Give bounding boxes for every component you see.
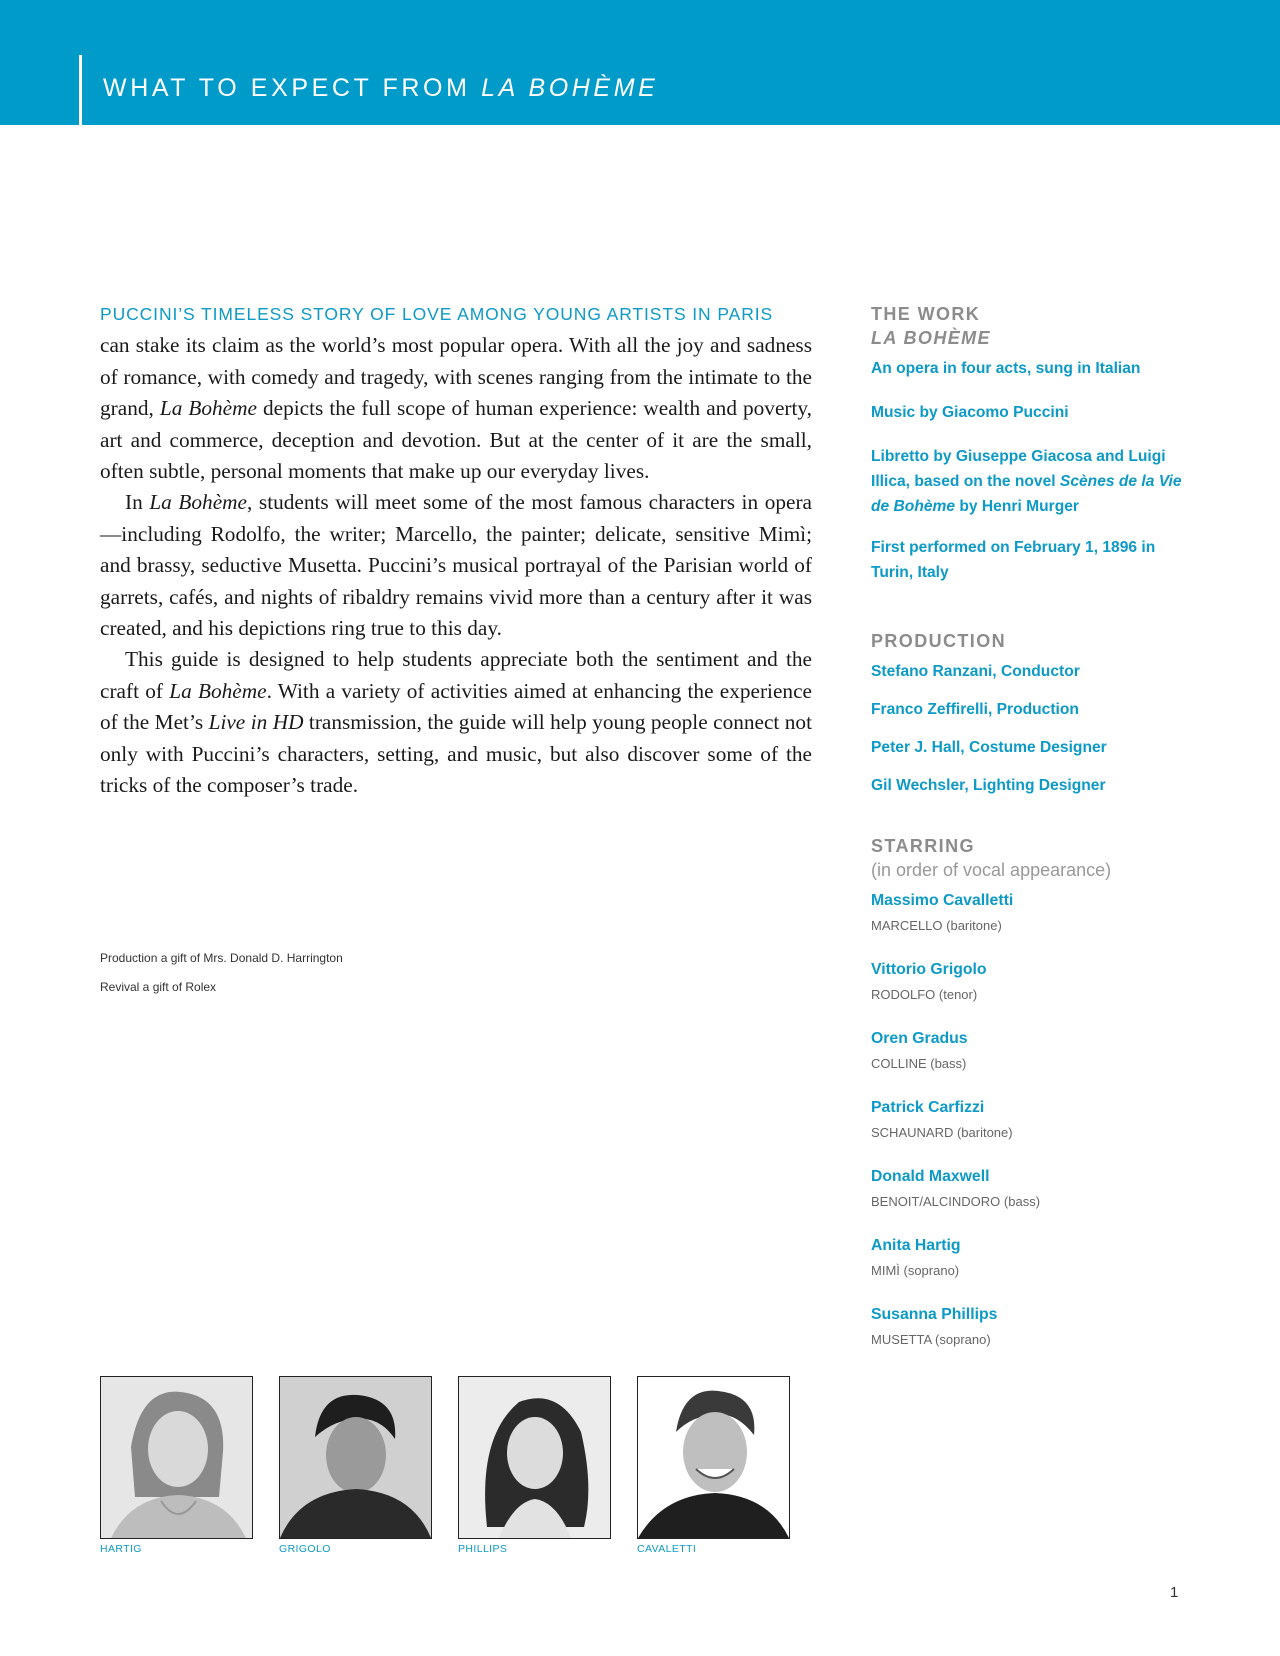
header-divider	[79, 55, 82, 125]
portrait-icon	[101, 1377, 252, 1538]
production-credit: Gil Wechsler, Lighting Designer	[871, 777, 1106, 794]
cast-member	[871, 1097, 1201, 1142]
cast-member	[871, 959, 1201, 1004]
portrait-icon	[280, 1377, 431, 1538]
page-number: 1	[1170, 1584, 1179, 1601]
production-gift-note: Production a gift of Mrs. Donald D. Harrington	[100, 951, 343, 965]
production-heading: PRODUCTION	[871, 631, 1006, 651]
cast-member	[871, 1166, 1201, 1211]
cast-role: SCHAUNARD (baritone)	[871, 1125, 1013, 1140]
portrait-image	[637, 1376, 790, 1539]
intro-paragraph-1: PUCCINI’S TIMELESS STORY OF LOVE AMONG YOUNG ARTISTS IN PARIS can stake its claim as the world’s most popular opera. With all the joy and sadness of romance, with comedy and tragedy, with scenes ranging from the intimate to the grand, La Bohème depicts the full scope of human experience: wealth and poverty, art and commerce, deception and devotion. But at the center of it are the small, often subtle, personal moments that make up our everyday lives.	[100, 299, 812, 487]
revival-gift-note: Revival a gift of Rolex	[100, 980, 217, 994]
header-bar	[0, 0, 1280, 125]
cast-photos	[100, 1376, 793, 1556]
page-title-work: LA BOHÈME	[481, 74, 659, 102]
cast-member	[871, 1235, 1201, 1280]
production-credit: Peter J. Hall, Costume Designer	[871, 739, 1107, 756]
intro-text	[100, 299, 812, 802]
photo-caption: HARTIG	[100, 1543, 142, 1555]
work-premiere: First performed on February 1, 1896 in Turin, Italy	[871, 539, 1156, 581]
portrait-icon	[638, 1377, 789, 1538]
starring-subheading: (in order of vocal appearance)	[871, 860, 1112, 880]
photo-hartig	[100, 1376, 253, 1555]
starring-heading: STARRING	[871, 836, 975, 856]
portrait-icon	[459, 1377, 610, 1538]
cast-name: Patrick Carfizzi	[871, 1099, 985, 1116]
page-title: WHAT TO EXPECT FROM LA BOHÈME	[103, 74, 659, 102]
photo-caption: CAVALETTI	[637, 1543, 697, 1555]
work-music: Music by Giacomo Puccini	[871, 404, 1069, 421]
cast-name: Massimo Cavalletti	[871, 892, 1014, 909]
production-credit: Stefano Ranzani, Conductor	[871, 663, 1080, 680]
the-work-heading: THE WORK	[871, 304, 981, 324]
cast-member	[871, 1304, 1201, 1349]
the-work-title: LA BOHÈME	[871, 328, 991, 348]
work-libretto: Libretto by Giuseppe Giacosa and Luigi Illica, based on the novel Scènes de la Vie de Bohème by Henri Murger	[871, 448, 1182, 515]
cast-role: MARCELLO (baritone)	[871, 918, 1002, 933]
photo-caption: PHILLIPS	[458, 1543, 508, 1555]
intro-paragraph-3: This guide is designed to help students appreciate both the sentiment and the craft of La Bohème. With a variety of activities aimed at enhancing the experience of the Met’s Live in HD transmission, the guide will help young people connect not only with Puccini’s characters, setting, and music, but also discover some of the tricks of the composer’s trade.	[100, 647, 812, 798]
cast-member	[871, 890, 1201, 935]
starring-section	[871, 834, 1201, 1349]
gift-credits	[100, 951, 600, 1009]
cast-name: Donald Maxwell	[871, 1168, 990, 1185]
portrait-image	[100, 1376, 253, 1539]
cast-role: RODOLFO (tenor)	[871, 987, 978, 1002]
intro-lead: PUCCINI’S TIMELESS STORY OF LOVE AMONG YOUNG ARTISTS IN PARIS	[100, 304, 774, 324]
cast-name: Anita Hartig	[871, 1237, 961, 1254]
cast-name: Oren Gradus	[871, 1030, 968, 1047]
cast-member	[871, 1028, 1201, 1073]
photo-grigolo	[279, 1376, 432, 1555]
work-description: An opera in four acts, sung in Italian	[871, 360, 1141, 377]
the-work-section	[871, 302, 1201, 585]
cast-role: BENOIT/ALCINDORO (bass)	[871, 1194, 1041, 1209]
sidebar	[871, 302, 1201, 1349]
portrait-image	[458, 1376, 611, 1539]
portrait-image	[279, 1376, 432, 1539]
cast-name: Vittorio Grigolo	[871, 961, 987, 978]
cast-role: MIMÌ (soprano)	[871, 1263, 960, 1278]
cast-name: Susanna Phillips	[871, 1306, 998, 1323]
cast-role: MUSETTA (soprano)	[871, 1332, 991, 1347]
photo-phillips	[458, 1376, 611, 1555]
production-credit: Franco Zeffirelli, Production	[871, 701, 1079, 718]
cast-role: COLLINE (bass)	[871, 1056, 967, 1071]
intro-paragraph-2: In La Bohème, students will meet some of the most famous characters in opera—including Rodolfo, the writer; Marcello, the painter; delicate, sensitive Mimì; and brassy, seductive Musetta. Puccini’s musical portrayal of the Parisian world of garrets, cafés, and nights of ribaldry remains vivid more than a century after it was created, and his depictions ring true to this day.	[100, 490, 812, 641]
photo-caption: GRIGOLO	[279, 1543, 331, 1555]
production-section	[871, 629, 1201, 798]
photo-cavaletti	[637, 1376, 790, 1555]
